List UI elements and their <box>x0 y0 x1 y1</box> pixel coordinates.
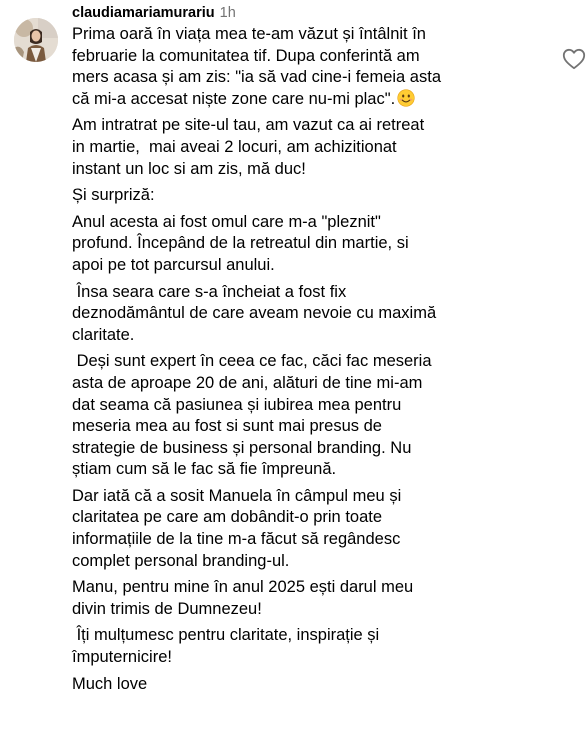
comment-content <box>72 0 542 700</box>
comment-paragraph: Îți mulțumesc pentru claritate, inspirație și împuternicire! <box>72 626 380 667</box>
comment-text <box>72 24 542 695</box>
username[interactable]: claudiamariamurariu <box>72 5 215 21</box>
comment-paragraph: Anul acesta ai fost omul care m-a "pleznit" profund. Începând de la retreatul din martie, si apoi pe tot parcursul anului. <box>72 212 409 274</box>
comment-paragraph: Am intratrat pe site-ul tau, am vazut ca ai retreat in martie, mai aveai 2 locuri, am achizitionat instant un loc si am zis, mă duc! <box>72 116 425 178</box>
heart-outline-icon <box>562 48 586 70</box>
like-button[interactable] <box>562 48 588 72</box>
timestamp: 1h <box>219 5 236 21</box>
comment-paragraph: Și surpriză: <box>72 186 155 205</box>
comment-paragraph: Deși sunt expert în ceea ce fac, căci fac meseria asta de aproape 20 de ani, alături de tine mi-am dat seama că pasiunea și iubirea mea pentru meseria mea au fost si sunt mai presus de strategie de business și personal branding. Nu știam cum să le fac să fie împreună. <box>72 352 432 479</box>
comment-paragraph: Prima oară în viața mea te-am văzut și întâlnit în februarie la comunitatea tif. Dupa conferintă am mers acasa și am zis: "ia să vad cine-i femeia asta că mi-a accesat niște zone care nu-mi plac". <box>72 25 441 108</box>
avatar-photo <box>14 18 58 62</box>
smiling-face-emoji <box>397 89 415 107</box>
comment-paragraph: Much love <box>72 674 148 693</box>
comment-header <box>72 4 542 22</box>
comment-paragraph: Dar iată că a sosit Manuela în câmpul meu și claritatea pe care am dobândit-o prin toate informațiile de la tine m-a făcut să regândesc complet personal branding-ul. <box>72 486 402 570</box>
comment-paragraph: Manu, pentru mine în anul 2025 ești darul meu divin trimis de Dumnezeu! <box>72 578 414 618</box>
comment-paragraph: Însa seara care s-a încheiat a fost fix deznodământul de care aveam nevoie cu maximă claritate. <box>72 282 437 344</box>
avatar[interactable] <box>14 18 58 62</box>
